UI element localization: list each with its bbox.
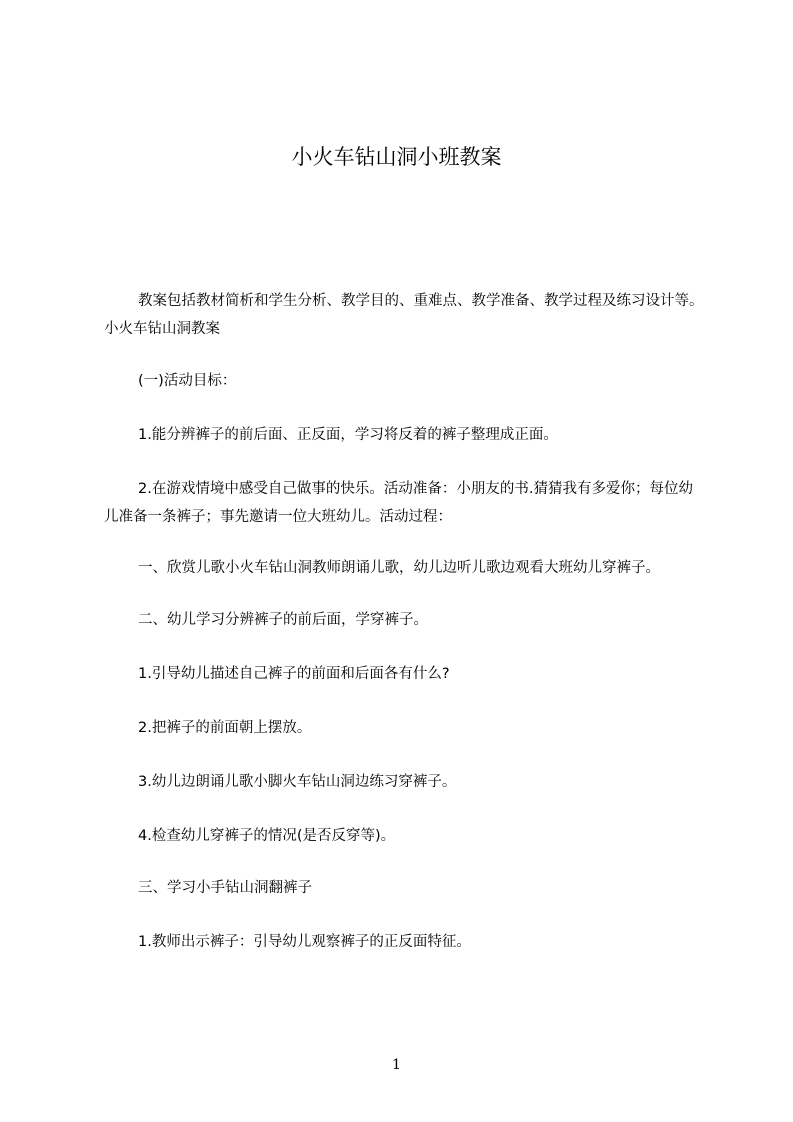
paragraph-goal-1: 1.能分辨裤子的前后面、正反面，学习将反着的裤子整理成正面。 — [138, 427, 558, 443]
paragraph-step-2-1: 1.引导幼儿描述自己裤子的前面和后面各有什么? — [138, 666, 450, 682]
paragraph-step-2-2: 2.把裤子的前面朝上摆放。 — [138, 720, 312, 736]
paragraph-step-2-3: 3.幼儿边朗诵儿歌小脚火车钻山洞边练习穿裤子。 — [138, 774, 457, 790]
paragraph-step-2: 二、幼儿学习分辨裤子的前后面，学穿裤子。 — [138, 612, 428, 628]
paragraph-step-1: 一、欣赏儿歌小火车钻山洞教师朗诵儿歌，幼儿边听儿歌边观看大班幼儿穿裤子。 — [138, 560, 660, 576]
paragraph-intro: 教案包括教材简析和学生分析、教学目的、重难点、教学准备、教学过程及练习设计等。小火车钻山洞教案 — [104, 293, 704, 337]
paragraph-step-3: 三、学习小手钻山洞翻裤子 — [138, 880, 312, 896]
paragraph-goal-2: 2.在游戏情境中感受自己做事的快乐。活动准备：小朋友的书.猜猜我有多爱你；每位幼儿准备一条裤子；事先邀请一位大班幼儿。活动过程： — [104, 481, 693, 525]
paragraph-step-3-1: 1.教师出示裤子：引导幼儿观察裤子的正反面特征。 — [138, 934, 471, 950]
page-number: 1 — [392, 1057, 401, 1073]
document-title: 小火车钻山洞小班教案 — [291, 145, 502, 169]
paragraph-section-heading: (一)活动目标： — [138, 373, 237, 389]
paragraph-step-2-4: 4.检查幼儿穿裤子的情况(是否反穿等)。 — [138, 828, 396, 844]
